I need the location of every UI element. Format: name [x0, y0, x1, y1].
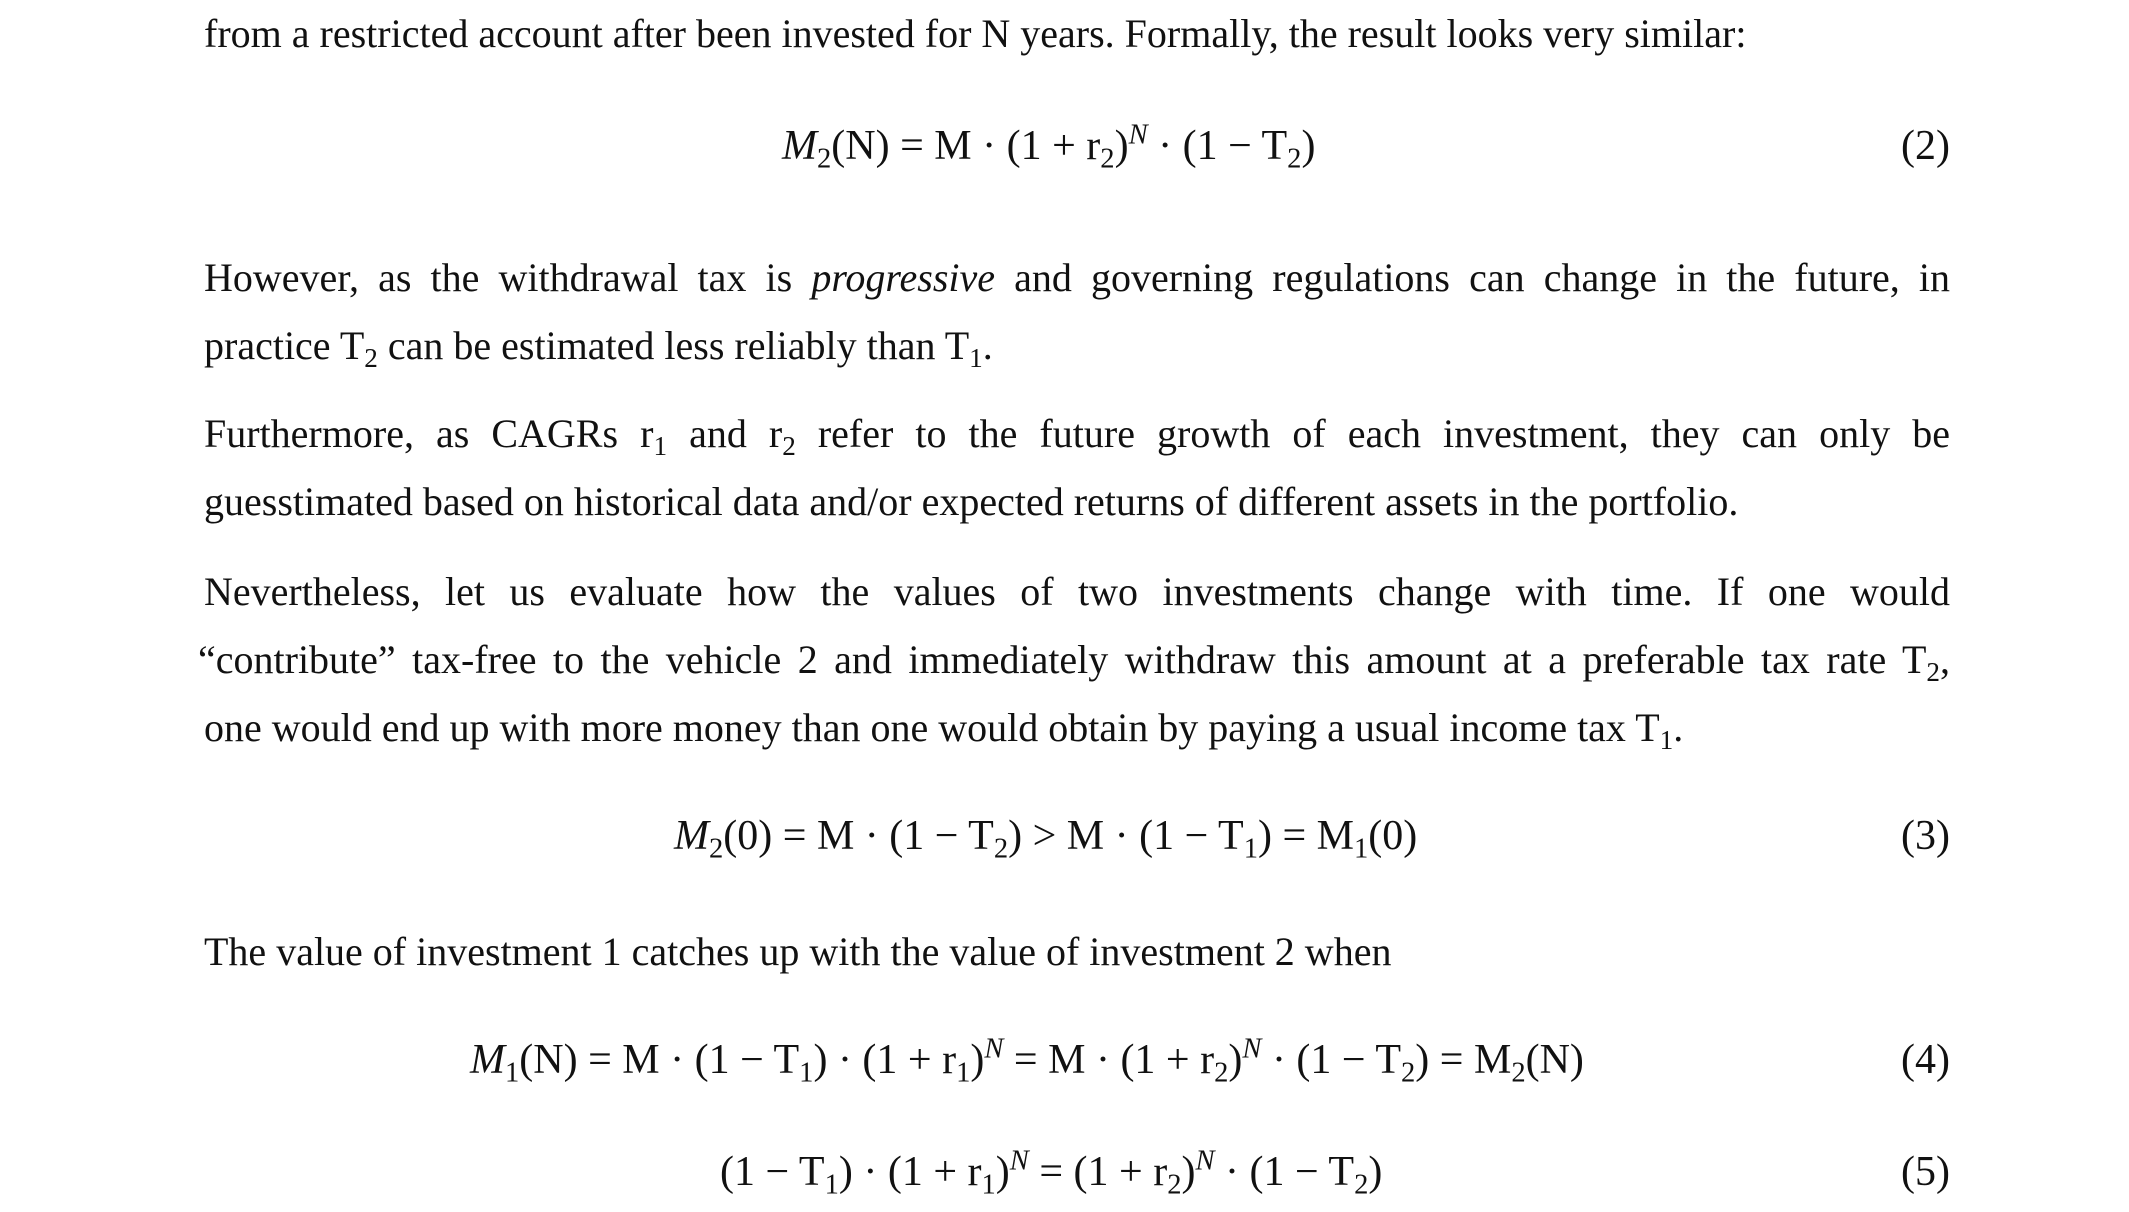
- equation-3: [204, 806, 1950, 866]
- equation-4: [204, 1030, 1950, 1090]
- paragraph-line: Furthermore, as CAGRs $r_1$ and $r_2$ refer to the future growth of each investment, they can only be: [204, 411, 1950, 462]
- paragraph-however: [204, 244, 1950, 380]
- paragraph-line: one would end up with more money than one would obtain by paying a usual income tax $T_1$.: [204, 705, 1684, 756]
- equation-body: $M_2(N) = M \cdot (1 + r_2)^N \cdot (1 - T_2)$: [782, 119, 1316, 175]
- paragraph-line: from a restricted account after been invested for N years. Formally, the result looks very similar:: [204, 11, 1747, 56]
- equation-number: (5): [1901, 1149, 1950, 1195]
- equation-body: $M_1(N) = M \cdot (1 - T_1) \cdot (1 + r_1)^N = M \cdot (1 + r_2)^N \cdot (1 - T_2) = M_2(N)$: [470, 1033, 1584, 1089]
- equation-2: [204, 116, 1950, 176]
- paragraph-line: Nevertheless, let us evaluate how the values of two investments change with time. If one would: [204, 569, 1950, 614]
- paragraph-furthermore: [204, 400, 1950, 536]
- paragraph-line: However, as the withdrawal tax is progressive and governing regulations can change in the future, in: [204, 255, 1951, 300]
- paragraph-value: [204, 918, 1950, 986]
- equation-number: (4): [1901, 1037, 1950, 1083]
- equation-number: (2): [1901, 123, 1950, 169]
- equation-body: $(1 - T_1) \cdot (1 + r_1)^N = (1 + r_2)^N \cdot (1 - T_2)$: [720, 1145, 1383, 1201]
- paragraph-line: practice $T_2$ can be estimated less reliably than $T_1$.: [204, 323, 993, 374]
- equation-5: [204, 1142, 1950, 1202]
- equation-body: $M_2(0) = M \cdot (1 - T_2) > M \cdot (1 - T_1) = M_1(0)$: [674, 813, 1418, 865]
- paragraph-line: “contribute” tax-free to the vehicle 2 and immediately withdraw this amount at a preferable tax rate $T_2$,: [198, 637, 1950, 688]
- paragraph-nevertheless: [198, 558, 1950, 762]
- paragraph-intro: [204, 0, 1950, 68]
- equation-number: (3): [1901, 813, 1950, 859]
- paragraph-line: guesstimated based on historical data and/or expected returns of different assets in the portfolio.: [204, 479, 1739, 524]
- paragraph-line: The value of investment 1 catches up with the value of investment 2 when: [204, 929, 1392, 974]
